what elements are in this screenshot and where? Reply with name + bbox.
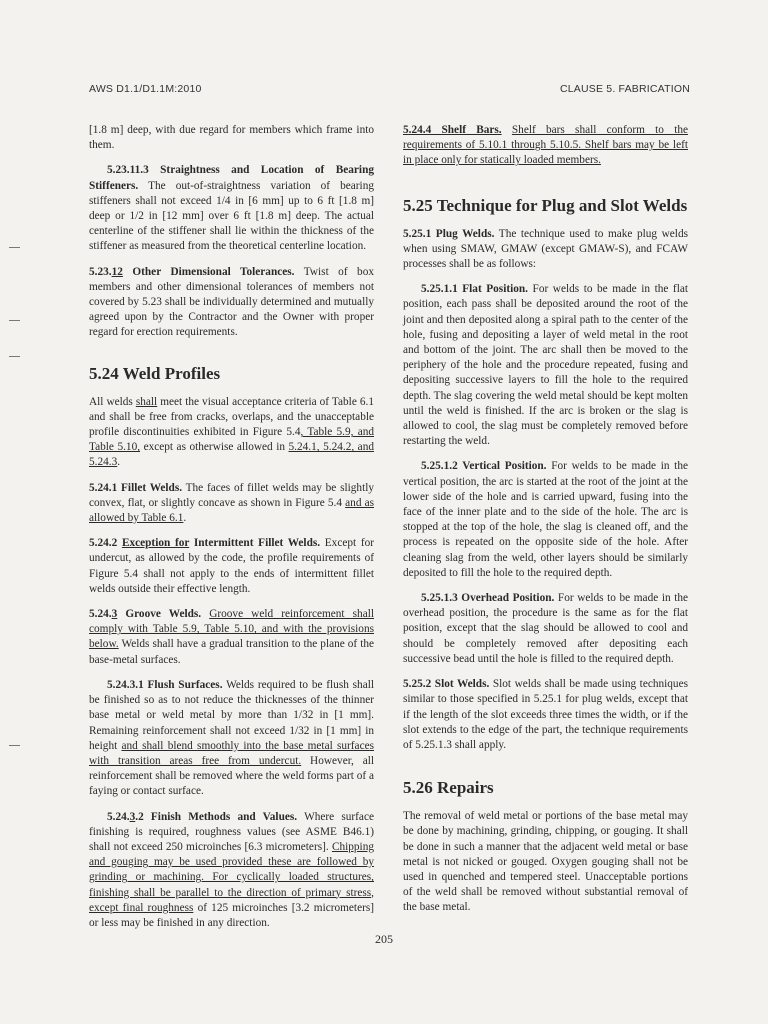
clause-heading: 5.24.4 Shelf Bars. <box>403 124 502 136</box>
clause-heading: 5.23.11.3 Straightness and Location of Bearing Stiffeners. <box>89 164 374 192</box>
paragraph: [1.8 m] deep, with due regard for members which frame into them. <box>89 124 374 152</box>
clause-text: The technique used to make plug welds when using SMAW, GMAW (except GMAW-S), and FCAW processes shall be as follows: <box>403 227 688 271</box>
revised-text: Chipping and gouging may be used provided these are followed by grinding or machining. For cyclically loaded structures, finishing shall be parallel to the direction of primary stress, except final roughness <box>89 840 374 914</box>
text: meet the visual acceptance criteria of Table 6.1 and shall be free from cracks, overlaps, and the unacceptable profile discontinuities exhibited in Figure 5.4 <box>89 395 374 439</box>
text: of 125 microinches [3.2 micrometers] or less may be finished in any direction. <box>89 901 374 929</box>
clause-text: For welds to be made in the overhead position, the procedure is the same as for the flat position, except that the slag should be allowed to cool and should be completely removed after depositing each successive bead until the hole is filled to the required depth. <box>403 592 688 665</box>
revised-text: 5.24.1, 5.24.2, and 5.24.3 <box>89 441 374 469</box>
text: except as otherwise allowed in <box>140 441 289 454</box>
text: The faces of fillet welds may be slightly convex, flat, or slightly concave as shown in Figure 5.4 <box>89 481 375 509</box>
change-bar <box>9 247 20 248</box>
revised-text: and shall blend smoothly into the base metal surfaces with transition areas free from undercut. <box>89 739 374 767</box>
clause-text: For welds to be made in the flat position, each pass shall be deposited around the root of the joint and then deposited along a spiral path to the center of the hole, fusing and depositing a layer of weld metal in the root and bottom of the joint. The arc shall then be moved to the periphery of the hole and the procedure repeated, fusing and depositing successive layers to fill the hole to the required depth. The slag covering the weld metal should be kept molten until the weld is finished. If the arc is broken or the slag is allowed to cool, the slag must be completely removed before restarting the weld. <box>403 283 688 448</box>
text: . <box>117 456 121 469</box>
text <box>502 124 512 136</box>
clause-text: For welds to be made in the vertical position, the arc is started at the root of the joint at the lower side of the hole and is carried upward, fusing into the face of the inner plate and to the side of the hole. The arc is stopped at the top of the hole, the slag is cleaned off, and the process is repeated on the opposite side of the hole. After cleaning slag from the weld, other layers should be similarly deposited to fill the hole to the required depth. <box>403 460 688 579</box>
revised-text: and as allowed by Table 6.1 <box>89 496 374 525</box>
section-heading-5-24: 5.24 Weld Profiles <box>89 363 221 383</box>
revised-text: Shelf bars shall conform to the requirements of 5.10.1 through 5.10.5. Shelf bars may be left in place only for statically loaded members. <box>403 124 688 167</box>
clause-number-revised: 12 <box>111 265 123 278</box>
clause-text: Slot welds shall be made using techniques similar to those specified in 5.25.1 for plug welds, except that if the length of the slot exceeds three times the width, or if the slot extends to the edge of the part, the technique requirements of 5.25.1.3 shall apply. <box>403 678 688 751</box>
section-heading-5-25: 5.25 Technique for Plug and Slot Welds <box>403 195 688 215</box>
clause-heading: 5.25.2 Slot Welds. <box>403 678 490 691</box>
revised-text: Groove weld reinforcement shall comply with Table 5.9, Table 5.10, and with the provisions below. <box>89 608 374 651</box>
paragraph <box>403 282 688 449</box>
running-header-right: CLAUSE 5. FABRICATION <box>559 83 690 95</box>
clause-text: Twist of box members and other dimensional tolerances of members not covered by 5.23 shall be individually determined and mutually agreed upon by the Contractor and the Owner with proper regard for erection requirements. <box>89 265 374 339</box>
change-bar <box>9 320 20 321</box>
clause-heading: 5.25.1 Plug Welds. <box>403 227 495 240</box>
text: Where surface finishing is required, roughness values (see ASME B46.1) shall not exceed 250 microinches [6.3 micrometers]. <box>89 810 374 853</box>
revised-text: 3 <box>129 810 136 823</box>
clause-title: .2 Finish Methods and Values. <box>135 810 298 823</box>
paragraph <box>403 123 688 169</box>
change-bar <box>9 745 20 746</box>
clause-heading: 5.24.1 Fillet Welds. <box>89 481 183 494</box>
clause-text: Welds shall have a gradual transition to the plane of the base-metal surfaces. <box>89 638 374 666</box>
paragraph <box>89 810 374 932</box>
revised-text: Exception for <box>121 537 190 550</box>
clause-heading: 5.25.1.3 Overhead Position. <box>421 592 555 605</box>
paragraph <box>403 677 688 753</box>
right-column <box>403 123 688 926</box>
paragraph <box>403 459 688 581</box>
paragraph <box>403 591 688 667</box>
running-header-left: AWS D1.1/D1.1M:2010 <box>89 83 202 95</box>
clause-heading <box>89 266 295 278</box>
text: However, all reinforcement shall be removed where the weld forms part of a faying or contact surface. <box>89 754 375 798</box>
clause-heading <box>89 608 201 620</box>
revised-text: shall <box>135 395 158 408</box>
clause-heading: 5.24.3.1 Flush Surfaces. <box>107 678 223 691</box>
clause-title: Intermittent Fillet Welds. <box>189 537 321 550</box>
paragraph <box>89 395 374 471</box>
clause-text: Except for undercut, as allowed by the code, the profile requirements of Figure 5.4 shall not apply to the ends of intermittent fillet welds outside their effective length. <box>89 537 374 595</box>
left-column <box>89 123 374 941</box>
paragraph <box>89 163 374 254</box>
clause-text: The out-of-straightness variation of bearing stiffeners shall not exceed 1/4 in [6 mm] up to 6 ft [1.8 m] deep or 1/2 in [12 mm] over 6 ft [1.8 m] deep. The actual centerline of the stiffener shall lie within the thickness of the stiffener as measured from the theoretical centerline location. <box>89 179 374 253</box>
text: . <box>183 512 187 525</box>
clause-heading: 5.25.1.2 Vertical Position. <box>421 460 547 473</box>
paragraph <box>89 607 374 668</box>
text: Welds required to be flush shall be finished so as to not reduce the thicknesses of the thinner base metal or weld metal by more than 1/32 in [1 mm]. Remaining reinforcement shall not exceed 1/32 in [1 mm] in height <box>89 678 374 752</box>
paragraph <box>89 481 374 527</box>
change-bar <box>9 356 20 357</box>
paragraph <box>89 265 374 341</box>
clause-number: 5.24. <box>89 608 112 621</box>
paragraph <box>89 536 374 597</box>
clause-title: Other Dimensional Tolerances. <box>122 265 295 278</box>
clause-number: 5.24. <box>107 810 130 823</box>
revised-text: 3 <box>111 608 118 621</box>
paragraph: The removal of weld metal or portions of the base metal may be done by machining, grinding, chipping, or gouging. It shall be done in such a manner that the adjacent weld metal or base metal is not nicked or gouged. Oxygen gouging shall not be used in quenched and tempered steel. Unacceptable portions of the weld shall be removed without substantial removal of the base metal. <box>403 810 688 914</box>
clause-number: 5.24.2 <box>89 537 122 550</box>
page-number: 205 <box>375 932 393 946</box>
text <box>201 608 209 620</box>
paragraph <box>403 227 688 273</box>
clause-heading <box>89 537 320 549</box>
clause-heading: 5.25.1.1 Flat Position. <box>421 283 528 296</box>
text: All welds <box>89 395 136 408</box>
paragraph <box>89 678 374 800</box>
clause-number: 5.23. <box>89 265 112 278</box>
clause-heading <box>107 811 297 823</box>
revised-text: , Table 5.9, and Table 5.10, <box>89 426 375 454</box>
clause-title: Groove Welds. <box>117 608 202 621</box>
section-heading-5-26: 5.26 Repairs <box>403 778 494 798</box>
